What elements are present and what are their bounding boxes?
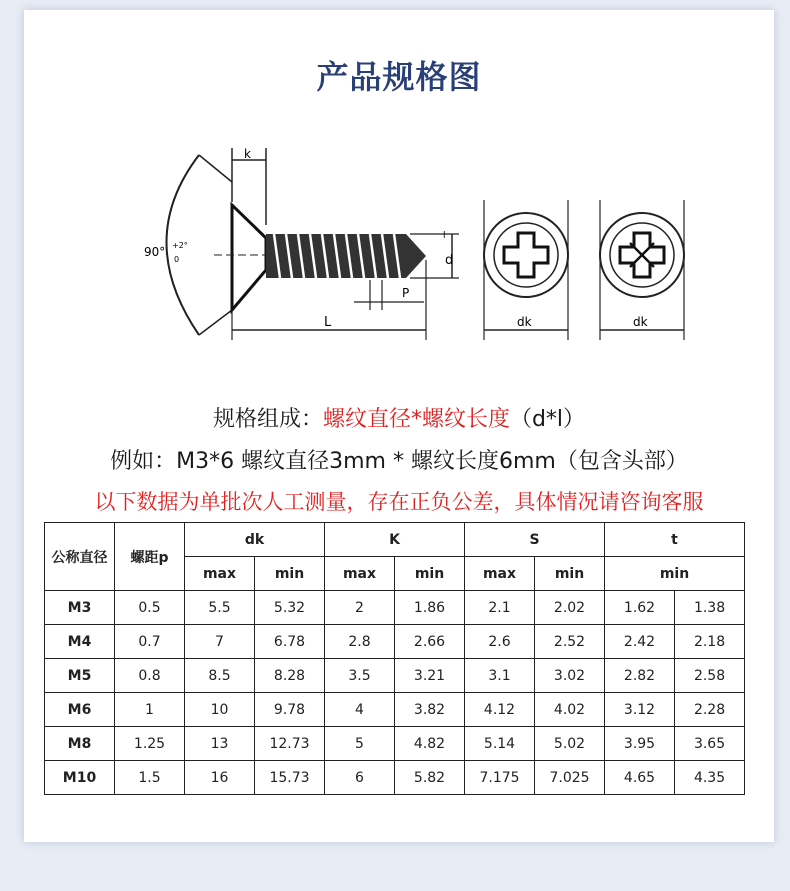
header-pitch: 螺距p <box>115 523 185 591</box>
cell-s-max: 7.175 <box>465 761 535 795</box>
angle-leader-bottom <box>199 310 232 335</box>
header-dk-max: max <box>185 557 255 591</box>
cell-pitch: 0.8 <box>115 659 185 693</box>
cell-k-min: 1.86 <box>395 591 465 625</box>
table-row <box>45 761 745 795</box>
table-row <box>45 659 745 693</box>
spec-composition <box>24 402 774 433</box>
cell-pitch: 1.5 <box>115 761 185 795</box>
cell-size: M4 <box>45 625 115 659</box>
cell-k-min: 4.82 <box>395 727 465 761</box>
cell-k-min: 3.82 <box>395 693 465 727</box>
cell-s-max: 2.6 <box>465 625 535 659</box>
cell-dk-min: 12.73 <box>255 727 325 761</box>
cell-t-2: 2.18 <box>675 625 745 659</box>
table-row <box>45 591 745 625</box>
angle-tol-top: +2° <box>172 241 188 250</box>
cell-t-1: 4.65 <box>605 761 675 795</box>
cell-pitch: 0.7 <box>115 625 185 659</box>
angle-label: 90° <box>144 245 166 259</box>
header-t-min: min <box>605 557 745 591</box>
cell-dk-max: 5.5 <box>185 591 255 625</box>
angle-leader-top <box>199 155 232 182</box>
table-row <box>45 727 745 761</box>
cell-dk-min: 9.78 <box>255 693 325 727</box>
cell-pitch: 1.25 <box>115 727 185 761</box>
cell-dk-min: 6.78 <box>255 625 325 659</box>
header-k-min: min <box>395 557 465 591</box>
table-row <box>45 693 745 727</box>
cell-k-max: 6 <box>325 761 395 795</box>
cell-s-min: 7.025 <box>535 761 605 795</box>
p-label: P <box>402 286 410 300</box>
cell-t-2: 4.35 <box>675 761 745 795</box>
cell-k-min: 3.21 <box>395 659 465 693</box>
cell-size: M5 <box>45 659 115 693</box>
cell-size: M8 <box>45 727 115 761</box>
example-line: 例如：M3*6 螺纹直径3mm * 螺纹长度6mm（包含头部） <box>110 449 688 474</box>
cell-size: M10 <box>45 761 115 795</box>
cell-dk-min: 8.28 <box>255 659 325 693</box>
cell-s-max: 3.1 <box>465 659 535 693</box>
header-s: S <box>465 523 605 557</box>
cell-t-2: 2.28 <box>675 693 745 727</box>
cell-s-max: 2.1 <box>465 591 535 625</box>
header-dk-min: min <box>255 557 325 591</box>
cell-t-1: 2.82 <box>605 659 675 693</box>
note-line: 以下数据为单批次人工测量，存在正负公差，具体情况请咨询客服 <box>94 490 704 514</box>
cell-s-min: 2.52 <box>535 625 605 659</box>
cell-dk-min: 5.32 <box>255 591 325 625</box>
cell-s-max: 5.14 <box>465 727 535 761</box>
cell-dk-max: 13 <box>185 727 255 761</box>
cell-k-max: 5 <box>325 727 395 761</box>
svg-text:l: l <box>443 231 446 241</box>
cell-t-2: 2.58 <box>675 659 745 693</box>
spec-suffix: （d*l） <box>509 407 586 432</box>
cell-s-min: 3.02 <box>535 659 605 693</box>
cell-k-max: 2.8 <box>325 625 395 659</box>
cell-k-max: 4 <box>325 693 395 727</box>
header-k-max: max <box>325 557 395 591</box>
spec-table <box>44 522 745 795</box>
spec-formula: 螺纹直径*螺纹长度 <box>322 407 510 432</box>
cell-s-min: 5.02 <box>535 727 605 761</box>
cell-size: M3 <box>45 591 115 625</box>
cell-s-max: 4.12 <box>465 693 535 727</box>
cell-t-1: 3.12 <box>605 693 675 727</box>
cell-dk-min: 15.73 <box>255 761 325 795</box>
table-row <box>45 625 745 659</box>
d-label: d <box>445 253 454 268</box>
cell-t-1: 1.62 <box>605 591 675 625</box>
cell-k-min: 2.66 <box>395 625 465 659</box>
cell-t-2: 1.38 <box>675 591 745 625</box>
dk-label-1: dk <box>517 315 532 329</box>
spec-card <box>24 10 774 842</box>
cell-dk-max: 8.5 <box>185 659 255 693</box>
cell-t-1: 2.42 <box>605 625 675 659</box>
spec-prefix: 规格组成： <box>212 407 323 432</box>
screw-tip <box>406 234 426 278</box>
cell-size: M6 <box>45 693 115 727</box>
cell-t-1: 3.95 <box>605 727 675 761</box>
angle-tol-bottom: 0 <box>174 255 180 264</box>
header-s-min: min <box>535 557 605 591</box>
dk-label-2: dk <box>633 315 648 329</box>
cell-t-2: 3.65 <box>675 727 745 761</box>
cell-s-min: 4.02 <box>535 693 605 727</box>
header-s-max: max <box>465 557 535 591</box>
cell-k-max: 2 <box>325 591 395 625</box>
cell-k-min: 5.82 <box>395 761 465 795</box>
cell-dk-max: 7 <box>185 625 255 659</box>
page-title: 产品规格图 <box>316 58 482 96</box>
cell-s-min: 2.02 <box>535 591 605 625</box>
header-t: t <box>605 523 745 557</box>
cell-pitch: 1 <box>115 693 185 727</box>
cell-k-max: 3.5 <box>325 659 395 693</box>
header-dk: dk <box>185 523 325 557</box>
screw-head <box>232 205 266 310</box>
header-size: 公称直径 <box>45 523 115 591</box>
cell-dk-max: 16 <box>185 761 255 795</box>
L-label: L <box>324 315 332 330</box>
header-k: K <box>325 523 465 557</box>
cell-dk-max: 10 <box>185 693 255 727</box>
k-label: k <box>244 147 251 161</box>
screw-diagram <box>114 130 714 360</box>
cell-pitch: 0.5 <box>115 591 185 625</box>
